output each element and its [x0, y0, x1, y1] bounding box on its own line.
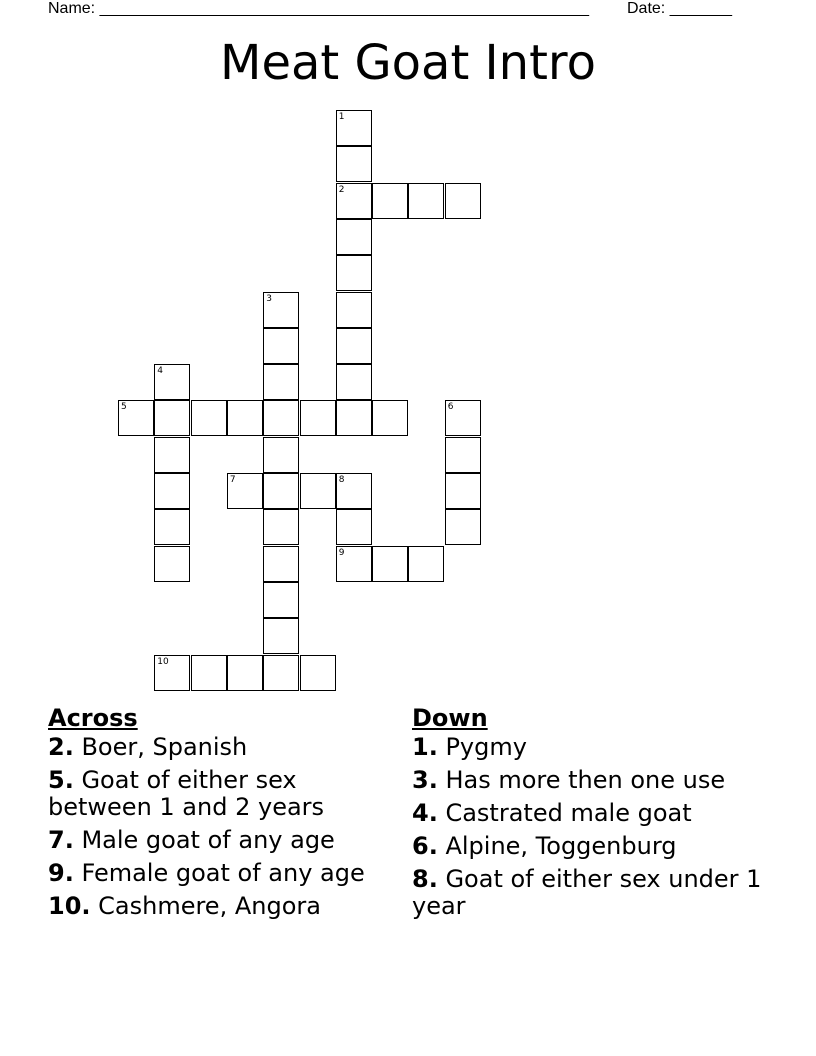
down-clue: [412, 866, 772, 920]
grid-cell[interactable]: [191, 655, 227, 691]
grid-cell[interactable]: [263, 618, 299, 654]
grid-cell[interactable]: [336, 183, 372, 219]
grid-cell[interactable]: [263, 655, 299, 691]
grid-cell[interactable]: [336, 219, 372, 255]
across-clue: [48, 893, 368, 920]
down-clue: [412, 833, 772, 860]
clue-number: 10: [157, 656, 169, 667]
grid-cell[interactable]: [154, 546, 190, 582]
clue-text: Alpine, Toggenburg: [437, 832, 677, 860]
clue-text: Female goat of any age: [73, 859, 365, 887]
clue-number: 1: [338, 112, 345, 122]
across-clue: [48, 860, 368, 887]
grid-cell[interactable]: [263, 437, 299, 473]
grid-cell[interactable]: [336, 364, 372, 400]
clue-number-label: 3.: [412, 766, 438, 794]
down-clues: [412, 704, 772, 926]
clue-number: 9: [338, 547, 345, 558]
grid-cell[interactable]: [445, 473, 481, 509]
across-heading: Across: [48, 704, 138, 732]
clue-text: Cashmere, Angora: [90, 892, 321, 920]
grid-cell[interactable]: [118, 400, 154, 436]
grid-cell[interactable]: [336, 255, 372, 291]
clue-number: 4: [157, 366, 164, 377]
down-clue-list: [412, 734, 772, 920]
date-field-label: Date: _______: [627, 0, 732, 17]
clue-text: Castrated male goat: [437, 799, 692, 827]
clue-number-label: 4.: [412, 799, 438, 827]
clue-text: Pygmy: [437, 733, 527, 761]
clue-text: Male goat of any age: [73, 826, 335, 854]
grid-cell[interactable]: [154, 473, 190, 509]
name-field-label: Name: _______________________________________________________: [48, 0, 589, 17]
clue-text: Has more then one use: [437, 766, 726, 794]
grid-cell[interactable]: [336, 292, 372, 328]
clue-number: 3: [266, 293, 272, 304]
grid-cell[interactable]: [154, 400, 190, 436]
grid-cell[interactable]: [336, 509, 372, 545]
clue-number: 5: [121, 402, 127, 413]
clue-number: 8: [338, 475, 345, 485]
grid-cell[interactable]: [263, 546, 299, 582]
clue-number-label: 5.: [48, 766, 74, 794]
grid-cell[interactable]: [191, 400, 227, 436]
clue-number-label: 9.: [48, 859, 74, 887]
grid-cell[interactable]: [227, 655, 263, 691]
across-clue-list: [48, 734, 368, 920]
grid-cell[interactable]: [336, 146, 372, 182]
grid-cell[interactable]: [336, 473, 372, 509]
grid-cell[interactable]: [263, 364, 299, 400]
clue-number: 6: [447, 402, 454, 413]
grid-cell[interactable]: [372, 400, 408, 436]
clue-number-label: 6.: [412, 832, 438, 860]
clue-number-label: 2.: [48, 733, 74, 761]
down-clue: [412, 767, 772, 794]
across-clue: [48, 827, 368, 854]
grid-cell[interactable]: [336, 328, 372, 364]
grid-cell[interactable]: [300, 400, 336, 436]
grid-cell[interactable]: [445, 400, 481, 436]
down-heading: Down: [412, 704, 488, 732]
clue-text: Boer, Spanish: [73, 733, 248, 761]
across-clue: [48, 767, 368, 821]
grid-cell[interactable]: [263, 473, 299, 509]
across-clues: [48, 704, 368, 926]
grid-cell[interactable]: [372, 183, 408, 219]
page-title: Meat Goat Intro: [220, 35, 596, 91]
clue-number-label: 8.: [412, 865, 438, 893]
grid-cell[interactable]: [227, 473, 263, 509]
grid-cell[interactable]: [263, 292, 299, 328]
grid-cell[interactable]: [154, 364, 190, 400]
clue-number: 7: [229, 475, 236, 485]
grid-cell[interactable]: [372, 546, 408, 582]
grid-cell[interactable]: [300, 655, 336, 691]
grid-cell[interactable]: [300, 473, 336, 509]
grid-cell[interactable]: [227, 400, 263, 436]
grid-cell[interactable]: [263, 328, 299, 364]
grid-cell[interactable]: [445, 183, 481, 219]
down-clue: [412, 800, 772, 827]
clue-number-label: 1.: [412, 733, 438, 761]
clue-number-label: 10.: [48, 892, 91, 920]
clue-text: Goat of either sex between 1 and 2 years: [48, 766, 325, 821]
grid-cell[interactable]: [445, 437, 481, 473]
grid-cell[interactable]: [336, 546, 372, 582]
grid-cell[interactable]: [263, 400, 299, 436]
clue-number: 2: [338, 184, 345, 195]
down-clue: [412, 734, 772, 761]
grid-cell[interactable]: [408, 546, 444, 582]
across-clue: [48, 734, 368, 761]
grid-cell[interactable]: [336, 110, 372, 146]
clue-number-label: 7.: [48, 826, 74, 854]
grid-cell[interactable]: [263, 582, 299, 618]
grid-cell[interactable]: [154, 437, 190, 473]
grid-cell[interactable]: [336, 400, 372, 436]
grid-cell[interactable]: [154, 655, 190, 691]
clue-text: Goat of either sex under 1 year: [412, 865, 762, 920]
grid-cell[interactable]: [445, 509, 481, 545]
grid-cell[interactable]: [263, 509, 299, 545]
grid-cell[interactable]: [408, 183, 444, 219]
grid-cell[interactable]: [154, 509, 190, 545]
